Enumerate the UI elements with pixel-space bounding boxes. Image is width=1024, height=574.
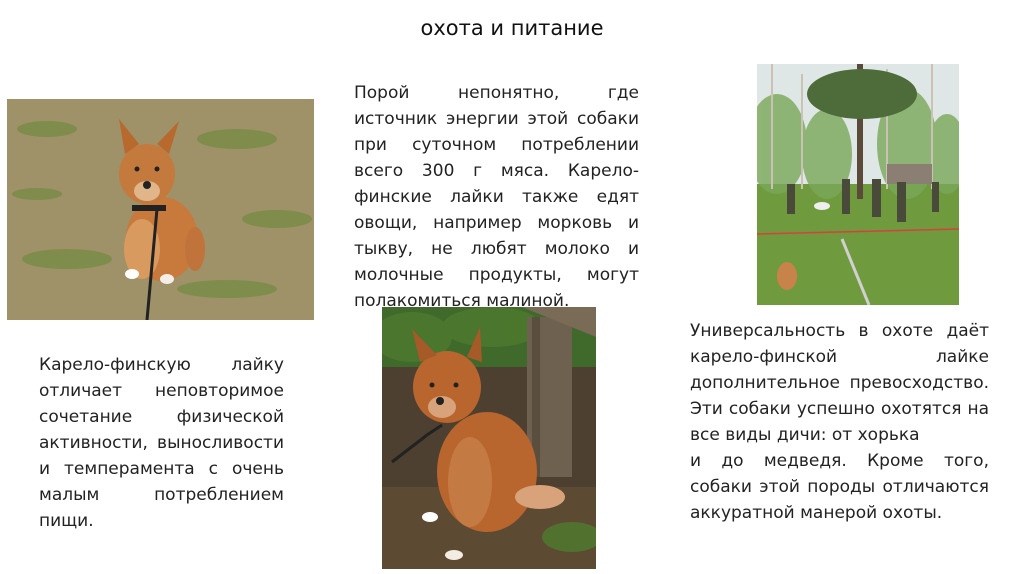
paragraph-line: сочетание физической xyxy=(39,407,284,427)
paragraph-line: малым потреблением xyxy=(39,485,284,505)
photo-dog-near-post xyxy=(382,307,596,569)
paragraph-line: и темперамента с очень xyxy=(39,459,284,479)
paragraph-line: овощи, например морковь и xyxy=(354,213,639,233)
paragraph-line: Универсальность в охоте даёт xyxy=(690,321,989,341)
photo-dog-sitting-on-grass xyxy=(7,99,314,320)
photo-dog-show-field xyxy=(757,64,959,305)
paragraph-line: всего 300 г мяса. Карело- xyxy=(354,161,639,181)
paragraph-center xyxy=(354,80,639,314)
paragraph-line: Карело-финскую лайку xyxy=(39,355,284,375)
paragraph-line: дополнительное превосходство. xyxy=(690,373,989,393)
paragraph-line: карело-финской лайке xyxy=(690,347,989,367)
paragraph-line: активности, выносливости xyxy=(39,433,284,453)
slide-title: охота и питание xyxy=(420,16,604,40)
paragraph-line: и до медведя. Кроме того, xyxy=(690,451,989,471)
paragraph-line: финские лайки также едят xyxy=(354,187,639,207)
paragraph-line: Порой непонятно, где xyxy=(354,83,639,103)
paragraph-line: тыкву, не любят молоко и xyxy=(354,239,639,259)
paragraph-line: молочные продукты, могут xyxy=(354,265,639,285)
paragraph-line: аккуратной манерой охоты. xyxy=(690,503,943,523)
paragraph-line: Эти собаки успешно охотятся на xyxy=(690,399,989,419)
paragraph-line: собаки этой породы отличаются xyxy=(690,477,989,497)
paragraph-right xyxy=(690,318,989,526)
paragraph-line: при суточном потреблении xyxy=(354,135,639,155)
paragraph-line: отличает неповторимое xyxy=(39,381,284,401)
paragraph-left xyxy=(39,352,284,534)
paragraph-line: источник энергии этой собаки xyxy=(354,109,639,129)
paragraph-line: полакомиться малиной. xyxy=(354,291,570,311)
paragraph-line: все виды дичи: от хорька xyxy=(690,425,920,445)
paragraph-line: пищи. xyxy=(39,511,94,531)
